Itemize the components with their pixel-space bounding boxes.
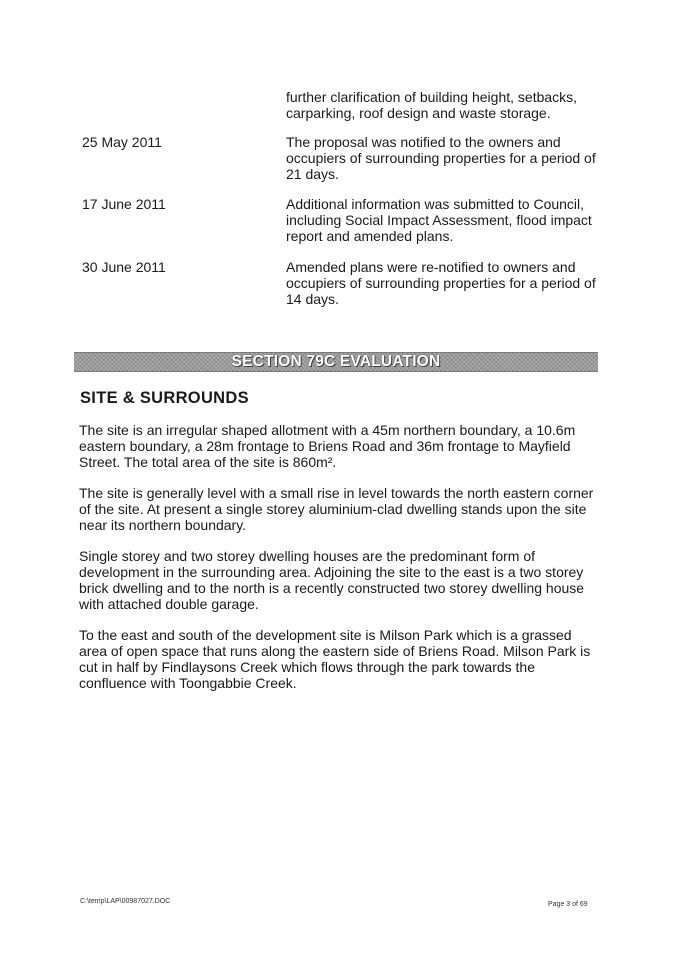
section-title: SECTION 79C EVALUATION: [231, 353, 441, 370]
paragraph: The site is generally level with a small rise in level towards the north eastern corner of the site. At present a single storey aluminium-clad dwelling stands upon the site near its northern boundary.: [79, 485, 594, 533]
footer-page-number: Page 3 of 69: [548, 901, 588, 908]
site-surrounds-heading: SITE & SURROUNDS: [80, 389, 249, 407]
timeline-date: 30 June 2011: [82, 259, 166, 275]
timeline-description: Amended plans were re-notified to owners and occupiers of surrounding properties for a period of 14 days.: [286, 259, 596, 307]
timeline-description: Additional information was submitted to Council, including Social Impact Assessment, flood impact report and amended plans.: [286, 196, 592, 244]
paragraph: The site is an irregular shaped allotment with a 45m northern boundary, a 10.6m eastern boundary, a 28m frontage to Briens Road and 36m frontage to Mayfield Street. The total area of the site is 860m².: [79, 422, 576, 470]
timeline-description: further clarification of building height, setbacks, carparking, roof design and waste storage.: [286, 89, 578, 121]
paragraph: Single storey and two storey dwelling houses are the predominant form of development in the surrounding area. Adjoining the site to the east is a two storey brick dwelling and to the north is a recently constructed two storey dwelling house with attached double garage.: [79, 548, 585, 612]
paragraph: To the east and south of the development site is Milson Park which is a grassed area of open space that runs along the eastern side of Briens Road. Milson Park is cut in half by Findlaysons Creek which flows through the park towards the confluence with Toongabbie Creek.: [79, 627, 591, 691]
timeline-description: The proposal was notified to the owners and occupiers of surrounding properties for a period of 21 days.: [286, 134, 596, 182]
timeline-date: 25 May 2011: [82, 134, 162, 150]
section-header-bar: [74, 352, 598, 372]
timeline-date: 17 June 2011: [82, 196, 166, 212]
footer-file-path: C:\temp\LAP\00987027.DOC: [80, 898, 171, 905]
